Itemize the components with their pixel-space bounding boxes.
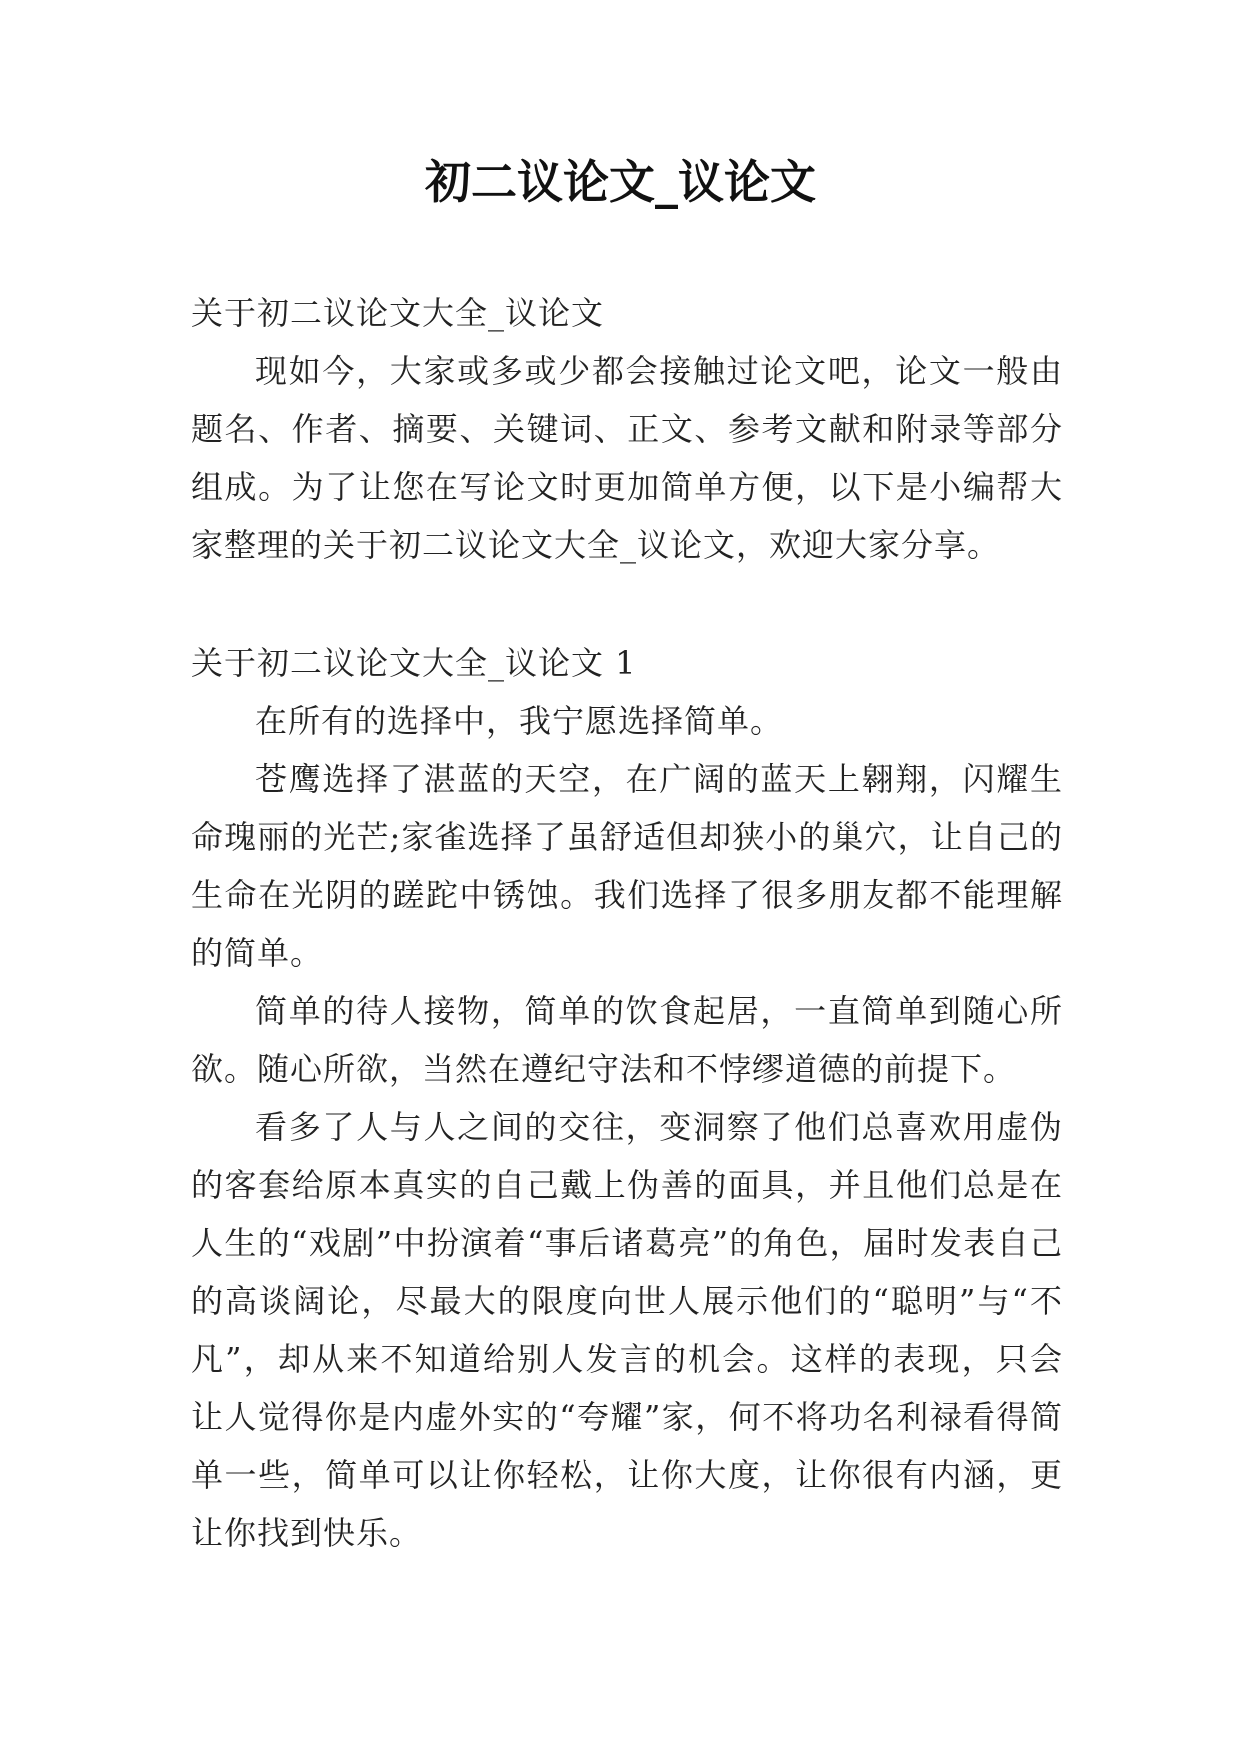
body-paragraph: 看多了人与人之间的交往，变洞察了他们总喜欢用虚伪的客套给原本真实的自己戴上伪善的面具，并且他们总是在人生的“戏剧”中扮演着“事后诸葛亮”的角色，届时发表自己的高谈阔论，尽最大的限度向世人展示他们的“聪明”与“不凡”，却从来不知道给别人发言的机会。这样的表现，只会让人觉得你是内虚外实的“夸耀”家，何不将功名利禄看得简单一些，简单可以让你轻松，让你大度，让你很有内涵，更让你找到快乐。: [191, 1108, 1063, 1552]
intro-heading: 关于初二议论文大全_议论文: [191, 294, 605, 332]
body-paragraph: 简单的待人接物，简单的饮食起居，一直简单到随心所欲。随心所欲，当然在遵纪守法和不悖缪道德的前提下。: [191, 992, 1063, 1088]
body-paragraph: 在所有的选择中，我宁愿选择简单。: [255, 702, 784, 740]
intro-paragraph: 现如今，大家或多或少都会接触过论文吧，论文一般由题名、作者、摘要、关键词、正文、参考文献和附录等部分组成。为了让您在写论文时更加简单方便，以下是小编帮大家整理的关于初二议论文大全_议论文，欢迎大家分享。: [191, 352, 1063, 564]
section-heading: 关于初二议论文大全_议论文 1: [191, 644, 637, 682]
paragraph-spacer: [191, 574, 1063, 634]
page-title: 初二议论文_议论文: [425, 155, 816, 209]
body-paragraph: 苍鹰选择了湛蓝的天空，在广阔的蓝天上翱翔，闪耀生命瑰丽的光芒;家雀选择了虽舒适但却狭小的巢穴，让自己的生命在光阴的蹉跎中锈蚀。我们选择了很多朋友都不能理解的简单。: [191, 760, 1063, 972]
document-body: [191, 284, 1063, 1562]
